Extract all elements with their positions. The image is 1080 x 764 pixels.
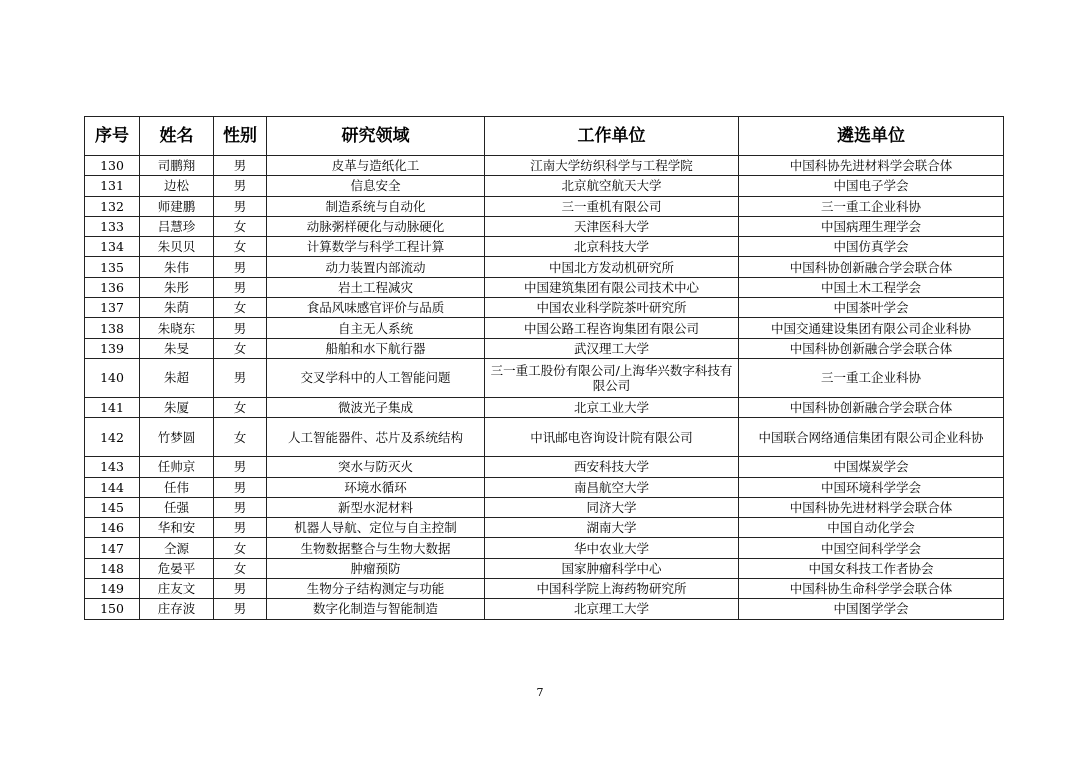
cell-research-field: 交叉学科中的人工智能问题 — [267, 358, 485, 397]
cell-serial: 133 — [85, 216, 140, 236]
cell-gender: 男 — [214, 518, 267, 538]
cell-gender: 男 — [214, 477, 267, 497]
cell-serial: 147 — [85, 538, 140, 558]
cell-name: 庄存波 — [140, 599, 214, 619]
cell-name: 朱超 — [140, 358, 214, 397]
cell-serial: 131 — [85, 176, 140, 196]
cell-work-unit: 北京科技大学 — [485, 237, 739, 257]
cell-research-field: 生物数据整合与生物大数据 — [267, 538, 485, 558]
cell-work-unit: 中国科学院上海药物研究所 — [485, 579, 739, 599]
table-row — [85, 196, 1004, 216]
cell-serial: 137 — [85, 298, 140, 318]
cell-serial: 140 — [85, 358, 140, 397]
cell-gender: 女 — [214, 338, 267, 358]
cell-name: 竹梦圆 — [140, 418, 214, 457]
cell-research-field: 皮革与造纸化工 — [267, 156, 485, 176]
table-row — [85, 338, 1004, 358]
cell-gender: 女 — [214, 397, 267, 417]
cell-selection-unit: 中国煤炭学会 — [739, 457, 1004, 477]
cell-serial: 145 — [85, 497, 140, 517]
cell-work-unit: 三一重工股份有限公司/上海华兴数字科技有限公司 — [485, 358, 739, 397]
cell-research-field: 动脉粥样硬化与动脉硬化 — [267, 216, 485, 236]
header-serial: 序号 — [85, 117, 140, 156]
cell-name: 任帅京 — [140, 457, 214, 477]
cell-name: 华和安 — [140, 518, 214, 538]
cell-work-unit: 北京理工大学 — [485, 599, 739, 619]
cell-serial: 134 — [85, 237, 140, 257]
cell-selection-unit: 中国电子学会 — [739, 176, 1004, 196]
cell-name: 朱旻 — [140, 338, 214, 358]
cell-selection-unit: 中国仿真学会 — [739, 237, 1004, 257]
cell-work-unit: 国家肿瘤科学中心 — [485, 558, 739, 578]
cell-gender: 男 — [214, 599, 267, 619]
table-row — [85, 156, 1004, 176]
cell-work-unit: 江南大学纺织科学与工程学院 — [485, 156, 739, 176]
table-row — [85, 518, 1004, 538]
cell-selection-unit: 中国空间科学学会 — [739, 538, 1004, 558]
table-row — [85, 257, 1004, 277]
header-selection-unit: 遴选单位 — [739, 117, 1004, 156]
cell-serial: 142 — [85, 418, 140, 457]
cell-work-unit: 三一重机有限公司 — [485, 196, 739, 216]
cell-work-unit: 北京航空航天大学 — [485, 176, 739, 196]
cell-gender: 女 — [214, 216, 267, 236]
cell-gender: 男 — [214, 277, 267, 297]
header-work-unit: 工作单位 — [485, 117, 739, 156]
table-row — [85, 397, 1004, 417]
cell-gender: 男 — [214, 196, 267, 216]
cell-selection-unit: 中国科协创新融合学会联合体 — [739, 257, 1004, 277]
table-row — [85, 579, 1004, 599]
cell-serial: 149 — [85, 579, 140, 599]
cell-serial: 135 — [85, 257, 140, 277]
cell-selection-unit: 中国科协创新融合学会联合体 — [739, 397, 1004, 417]
cell-gender: 男 — [214, 358, 267, 397]
table-row — [85, 216, 1004, 236]
cell-gender: 女 — [214, 298, 267, 318]
cell-research-field: 机器人导航、定位与自主控制 — [267, 518, 485, 538]
cell-work-unit: 天津医科大学 — [485, 216, 739, 236]
cell-gender: 男 — [214, 257, 267, 277]
header-research-field: 研究领域 — [267, 117, 485, 156]
cell-research-field: 数字化制造与智能制造 — [267, 599, 485, 619]
cell-work-unit: 南昌航空大学 — [485, 477, 739, 497]
cell-work-unit: 中国建筑集团有限公司技术中心 — [485, 277, 739, 297]
cell-selection-unit: 中国环境科学学会 — [739, 477, 1004, 497]
cell-gender: 男 — [214, 497, 267, 517]
table-row — [85, 318, 1004, 338]
table-row — [85, 418, 1004, 457]
cell-research-field: 新型水泥材料 — [267, 497, 485, 517]
table-row — [85, 176, 1004, 196]
table-row — [85, 538, 1004, 558]
cell-name: 任伟 — [140, 477, 214, 497]
cell-name: 朱伟 — [140, 257, 214, 277]
cell-name: 朱荫 — [140, 298, 214, 318]
cell-serial: 132 — [85, 196, 140, 216]
cell-selection-unit: 中国科协创新融合学会联合体 — [739, 338, 1004, 358]
cell-selection-unit: 中国病理生理学会 — [739, 216, 1004, 236]
cell-serial: 144 — [85, 477, 140, 497]
cell-work-unit: 中国公路工程咨询集团有限公司 — [485, 318, 739, 338]
cell-name: 朱厦 — [140, 397, 214, 417]
cell-work-unit: 华中农业大学 — [485, 538, 739, 558]
cell-research-field: 自主无人系统 — [267, 318, 485, 338]
cell-gender: 女 — [214, 237, 267, 257]
cell-work-unit: 武汉理工大学 — [485, 338, 739, 358]
page-number: 7 — [536, 686, 544, 699]
table-row — [85, 277, 1004, 297]
cell-selection-unit: 中国自动化学会 — [739, 518, 1004, 538]
cell-research-field: 微波光子集成 — [267, 397, 485, 417]
cell-serial: 150 — [85, 599, 140, 619]
cell-work-unit: 同济大学 — [485, 497, 739, 517]
cell-selection-unit: 中国茶叶学会 — [739, 298, 1004, 318]
cell-work-unit: 湖南大学 — [485, 518, 739, 538]
table-header-row — [85, 117, 1004, 156]
table-body — [85, 156, 1004, 620]
cell-name: 师建鹏 — [140, 196, 214, 216]
cell-serial: 138 — [85, 318, 140, 338]
cell-gender: 女 — [214, 558, 267, 578]
cell-name: 任强 — [140, 497, 214, 517]
table-row — [85, 497, 1004, 517]
cell-gender: 男 — [214, 457, 267, 477]
table-row — [85, 599, 1004, 619]
cell-research-field: 制造系统与自动化 — [267, 196, 485, 216]
cell-gender: 男 — [214, 176, 267, 196]
cell-name: 朱贝贝 — [140, 237, 214, 257]
cell-research-field: 计算数学与科学工程计算 — [267, 237, 485, 257]
cell-selection-unit: 中国联合网络通信集团有限公司企业科协 — [739, 418, 1004, 457]
cell-name: 边松 — [140, 176, 214, 196]
cell-work-unit: 西安科技大学 — [485, 457, 739, 477]
cell-serial: 136 — [85, 277, 140, 297]
cell-selection-unit: 中国科协先进材料学会联合体 — [739, 156, 1004, 176]
cell-work-unit: 中讯邮电咨询设计院有限公司 — [485, 418, 739, 457]
cell-name: 危晏平 — [140, 558, 214, 578]
cell-serial: 143 — [85, 457, 140, 477]
cell-work-unit: 中国北方发动机研究所 — [485, 257, 739, 277]
cell-research-field: 动力装置内部流动 — [267, 257, 485, 277]
cell-research-field: 环境水循环 — [267, 477, 485, 497]
cell-research-field: 人工智能器件、芯片及系统结构 — [267, 418, 485, 457]
cell-gender: 女 — [214, 418, 267, 457]
table-row — [85, 477, 1004, 497]
cell-serial: 148 — [85, 558, 140, 578]
cell-gender: 男 — [214, 579, 267, 599]
cell-research-field: 信息安全 — [267, 176, 485, 196]
table-row — [85, 457, 1004, 477]
table-row — [85, 558, 1004, 578]
cell-name: 吕慧珍 — [140, 216, 214, 236]
cell-serial: 146 — [85, 518, 140, 538]
cell-selection-unit: 中国女科技工作者协会 — [739, 558, 1004, 578]
cell-research-field: 突水与防灭火 — [267, 457, 485, 477]
roster-table — [84, 116, 1004, 620]
cell-name: 司鹏翔 — [140, 156, 214, 176]
cell-selection-unit: 中国交通建设集团有限公司企业科协 — [739, 318, 1004, 338]
cell-selection-unit: 三一重工企业科协 — [739, 196, 1004, 216]
cell-work-unit: 中国农业科学院茶叶研究所 — [485, 298, 739, 318]
header-gender: 性别 — [214, 117, 267, 156]
cell-name: 庄友文 — [140, 579, 214, 599]
cell-name: 仝源 — [140, 538, 214, 558]
cell-gender: 女 — [214, 538, 267, 558]
cell-serial: 139 — [85, 338, 140, 358]
cell-serial: 130 — [85, 156, 140, 176]
cell-name: 朱晓东 — [140, 318, 214, 338]
table-row — [85, 358, 1004, 397]
cell-selection-unit: 三一重工企业科协 — [739, 358, 1004, 397]
cell-research-field: 肿瘤预防 — [267, 558, 485, 578]
cell-gender: 男 — [214, 318, 267, 338]
cell-name: 朱彤 — [140, 277, 214, 297]
cell-selection-unit: 中国土木工程学会 — [739, 277, 1004, 297]
cell-work-unit: 北京工业大学 — [485, 397, 739, 417]
cell-selection-unit: 中国图学学会 — [739, 599, 1004, 619]
cell-gender: 男 — [214, 156, 267, 176]
cell-research-field: 岩土工程减灾 — [267, 277, 485, 297]
cell-selection-unit: 中国科协先进材料学会联合体 — [739, 497, 1004, 517]
cell-research-field: 生物分子结构测定与功能 — [267, 579, 485, 599]
cell-serial: 141 — [85, 397, 140, 417]
cell-research-field: 食品风味感官评价与品质 — [267, 298, 485, 318]
table-row — [85, 298, 1004, 318]
header-name: 姓名 — [140, 117, 214, 156]
table-row — [85, 237, 1004, 257]
cell-research-field: 船舶和水下航行器 — [267, 338, 485, 358]
cell-selection-unit: 中国科协生命科学学会联合体 — [739, 579, 1004, 599]
